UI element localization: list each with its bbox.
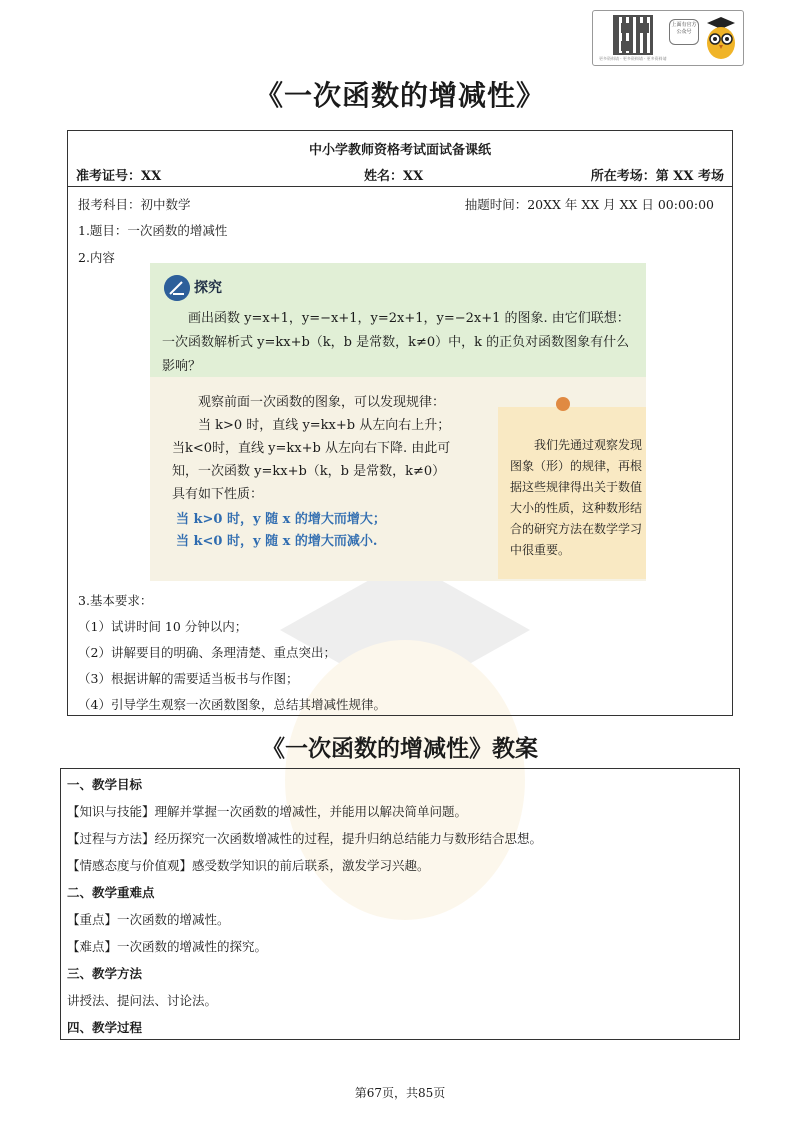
textbook-line: 当k<0时，直线 y=kx+b 从左向右下降. 由此可: [172, 441, 451, 456]
lesson-plan: [60, 768, 740, 1040]
plan-heading: 二、教学重难点: [67, 885, 155, 900]
draw-time: 抽题时间：20XX 年 XX 月 XX 日 00:00:00: [464, 197, 714, 212]
page-number: 第67页，共85页: [354, 1086, 446, 1100]
qr-code: [613, 15, 653, 55]
textbook-properties: [176, 509, 386, 553]
brand-badge: [592, 10, 744, 66]
note-text: 我们先通过观察发现图象（形）的规律，再根据这些规律得出关于数值大小的性质，这种数形结合的研究方法在数学学习中很重要。: [510, 438, 643, 557]
content-label: 2.内容: [78, 250, 115, 265]
pin-icon: [556, 397, 570, 411]
property-line: 当 k>0 时，y 随 x 的增大而增大；: [176, 512, 386, 527]
plan-line: 【重点】一次函数的增减性。: [67, 912, 230, 927]
lesson-plan-title: 《一次函数的增减性》教案: [262, 736, 538, 762]
requirements-label: 3.基本要求：: [78, 593, 153, 608]
plan-line: 【情感态度与价值观】感受数学知识的前后联系，激发学习兴趣。: [67, 858, 430, 873]
badge-footer-text: 更多资料请 · 更多资料请 · 更多资料请: [599, 56, 667, 61]
plan-heading: 一、教学目标: [67, 777, 143, 792]
explore-text: 画出函数 y=x+1，y=−x+1，y=2x+1，y=−2x+1 的图象. 由它们联想：一次函数解析式 y=kx+b（k，b 是常数，k≠0）中，k 的正负对函数图象有什么影响？: [162, 311, 630, 374]
plan-line: 【知识与技能】理解并掌握一次函数的增减性，并能用以解决简单问题。: [67, 804, 468, 819]
requirement-item: （2）讲解要目的明确、条理清楚、重点突出；: [78, 645, 336, 660]
exam-subject: 报考科目：初中数学: [78, 197, 191, 212]
textbook-line: 当 k>0 时，直线 y=kx+b 从左向右上升；: [198, 418, 451, 433]
exam-venue: 所在考场：第 XX 考场: [590, 169, 724, 184]
textbook-body: [172, 391, 472, 506]
property-line: 当 k<0 时，y 随 x 的增大而减小.: [176, 534, 378, 549]
owl-mascot-icon: [703, 15, 739, 61]
page-title: 《一次函数的增减性》: [254, 79, 545, 112]
requirement-item: （3）根据讲解的需要适当板书与作图；: [78, 671, 299, 686]
candidate-name: 姓名：XX: [364, 169, 424, 184]
plan-line: 【过程与方法】经历探究一次函数增减性的过程，提升归纳总结能力与数形结合思想。: [67, 831, 543, 846]
topic: 1.题目：一次函数的增减性: [78, 223, 228, 238]
textbook-excerpt: [150, 263, 646, 581]
explore-title: 探究: [194, 280, 222, 296]
explore-box: [150, 263, 646, 377]
plan-line: 讲授法、提问法、讨论法。: [67, 993, 218, 1008]
textbook-line: 知，一次函数 y=kx+b（k，b 是常数，k≠0）: [172, 464, 446, 479]
textbook-line: 观察前面一次函数的图象，可以发现规律：: [198, 395, 446, 410]
exam-id: 准考证号：XX: [76, 169, 162, 184]
requirement-item: （1）试讲时间 10 分钟以内；: [78, 619, 248, 634]
prep-paper-heading: 中小学教师资格考试面试备课纸: [308, 143, 491, 158]
explore-icon: [164, 275, 190, 301]
plan-heading: 三、教学方法: [67, 966, 143, 981]
textbook-line: 具有如下性质：: [172, 487, 264, 502]
sticky-note: [498, 407, 646, 579]
plan-heading: 四、教学过程: [67, 1020, 143, 1035]
requirement-item: （4）引导学生观察一次函数图象，总结其增减性规律。: [78, 697, 386, 712]
badge-bubble: 上面有官方公众号: [669, 19, 699, 45]
plan-line: 【难点】一次函数的增减性的探究。: [67, 939, 268, 954]
prep-paper-header: [68, 131, 732, 187]
